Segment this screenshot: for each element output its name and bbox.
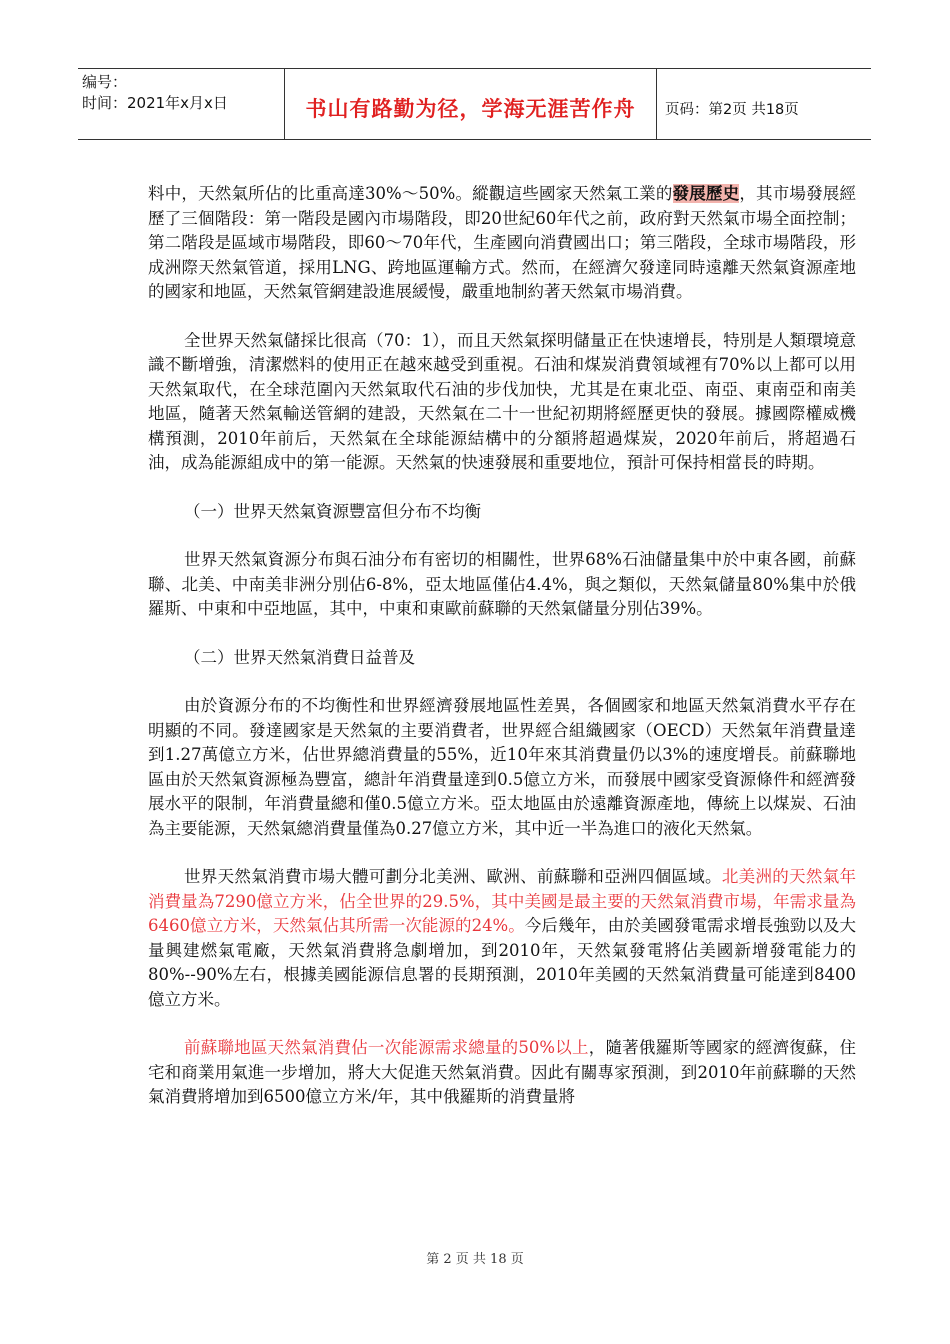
document-time: 时间：2021年x月x日 — [82, 94, 228, 112]
paragraph-6: 前蘇聯地區天然氣消費佔一次能源需求總量的50%以上，隨著俄羅斯等國家的經濟復蘇，住宅和商業用氣進一步增加，將大大促進天然氣消費。因此有關專家預測，到2010年前蘇聯的天然氣消費將增加到6500億立方米/年，其中俄羅斯的消費量將 — [148, 1038, 856, 1106]
section-heading-2: （二）世界天然氣消費日益普及 — [184, 647, 415, 667]
header-meta — [78, 69, 285, 139]
header-page-number: 页码：第2页 共18页 — [665, 101, 799, 118]
paragraph-4: 由於資源分布的不均衡性和世界經濟發展地區性差異，各個國家和地區天然氣消費水平存在明顯的不同。發達國家是天然氣的主要消費者，世界經合組織國家（OECD）天然氣年消費量達到1.27萬億立方米，佔世界總消費量的55%，近10年來其消費量仍以3%的速度增長。前蘇聯地區由於天然氣資源極為豐富，總計年消費量達到0.5億立方米，而發展中國家受資源條件和經濟發展水平的限制，年消費量總和僅0.5億立方米。亞太地區由於遠離資源產地，傳統上以煤炭、石油為主要能源，天然氣總消費量僅為0.27億立方米，其中近一半為進口的液化天然氣。 — [148, 696, 856, 838]
section-heading-1: （一）世界天然氣資源豐富但分布不均衡 — [184, 501, 481, 521]
page-header — [78, 68, 871, 140]
paragraph-3: 世界天然氣資源分布與石油分布有密切的相關性，世界68%石油儲量集中於中東各國，前蘇聯、北美、中南美非洲分別佔6-8%，亞太地區僅佔4.4%，與之類似，天然氣儲量80%集中於俄羅斯、中東和中亞地區，其中，中東和東歐前蘇聯的天然氣儲量分別佔39%。 — [148, 550, 856, 618]
red-emphasis-text: 北美洲的天然氣年消費量為7290億立方米，佔全世界的29.5%，其中美國是最主要的天然氣消費市場，年需求量為6460億立方米，天然氣佔其所需一次能源的24%。 — [148, 867, 857, 935]
paragraph-2: 全世界天然氣儲採比很高（70：1），而且天然氣探明儲量正在快速增長，特別是人類環境意識不斷增強，清潔燃料的使用正在越來越受到重視。石油和煤炭消費領域裡有70%以上都可以用天然氣取代，在全球范圍內天然氣取代石油的步伐加快，尤其是在東北亞、南亞、東南亞和南美地區，隨著天然氣輸送管網的建設，天然氣在二十一世紀初期將經歷更快的發展。據國際權威機構預測，2010年前后，天然氣在全球能源結構中的分額將超過煤炭，2020年前后，將超過石油，成為能源組成中的第一能源。天然氣的快速發展和重要地位，預計可保持相當長的時期。 — [148, 330, 856, 472]
paragraph-1: 料中，天然氣所佔的比重高達30%～50%。縱觀這些國家天然氣工業的發展歷史，其市場發展經歷了三個階段：第一階段是國內市場階段，即20世紀60年代之前，政府對天然氣市場全面控制；第二階段是區域市場階段，即60～70年代，生產國向消費國出口；第三階段，全球市場階段，形成洲際天然氣管道，採用LNG、跨地區運輸方式。然而，在經濟欠發達同時遠離天然氣資源產地的國家和地區，天然氣管網建設進展緩慢，嚴重地制約著天然氣市場消費。 — [148, 184, 857, 301]
document-number: 编号： — [82, 73, 128, 91]
document-body — [148, 182, 856, 1134]
red-emphasis-text: 前蘇聯地區天然氣消費佔一次能源需求總量的50%以上 — [184, 1038, 589, 1057]
header-motto: 书山有路勤为径，学海无涯苦作舟 — [285, 69, 657, 139]
paragraph-5: 世界天然氣消費市場大體可劃分北美洲、歐洲、前蘇聯和亞洲四個區域。北美洲的天然氣年消費量為7290億立方米，佔全世界的29.5%，其中美國是最主要的天然氣消費市場，年需求量為6460億立方米，天然氣佔其所需一次能源的24%。今后幾年，由於美國發電需求增長強勁以及大量興建燃氣電廠，天然氣消費將急劇增加，到2010年，天然氣發電將佔美國新增發電能力的80%--90%左右，根據美國能源信息署的長期預測，2010年美國的天然氣消費量可能達到8400億立方米。 — [148, 867, 857, 1009]
highlighted-term: 發展歷史 — [672, 184, 740, 203]
page-footer: 第 2 页 共 18 页 — [426, 1252, 524, 1267]
